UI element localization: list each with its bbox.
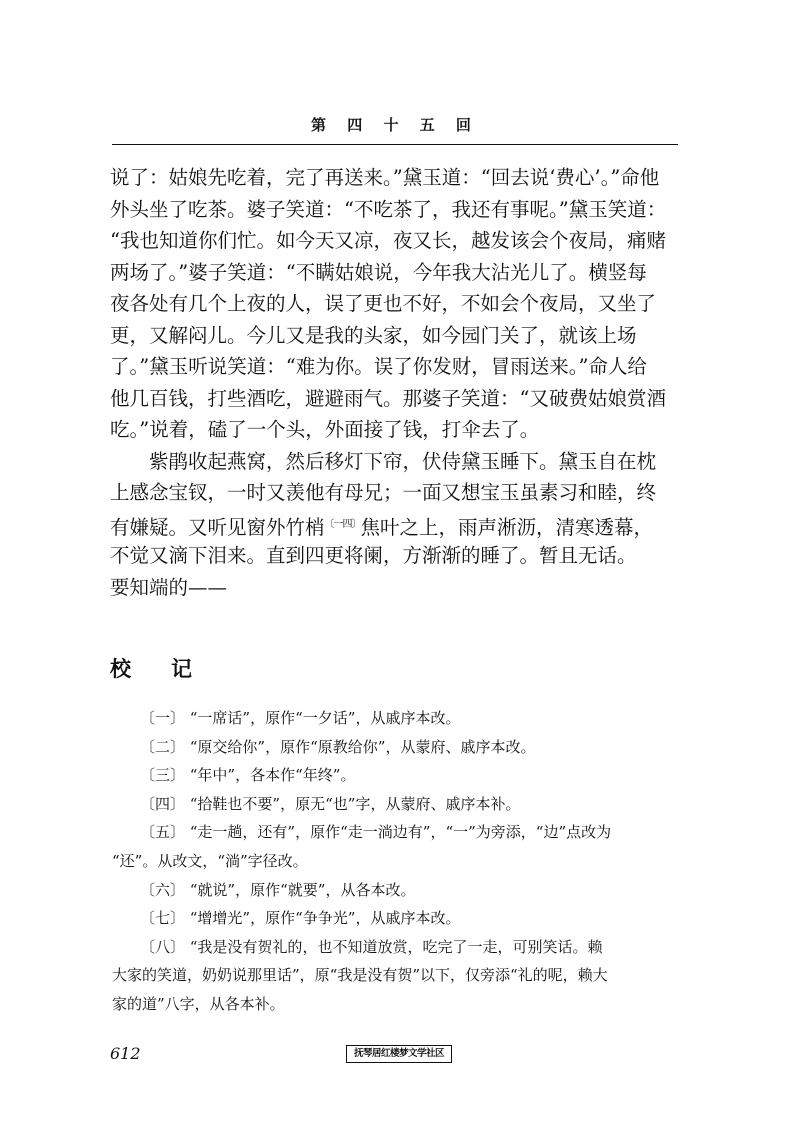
note-line: 〔六〕 “就说”，原作“就要”，从各本改。 xyxy=(140,880,416,899)
body-line: 吃。”说着，磕了一个头，外面接了钱，打伞去了。 xyxy=(110,418,540,441)
page-number: 612 xyxy=(110,1044,141,1063)
body-line: 上感念宝钗，一时又羡他有母兄；一面又想宝玉虽素习和睦，终 xyxy=(110,481,657,504)
body-line: 不觉又滴下泪来。直到四更将阑，方渐渐的睡了。暂且无话。 xyxy=(110,544,637,567)
note-line: 〔一〕 “一席话”，原作“一夕话”，从戚序本改。 xyxy=(140,709,461,727)
note-line: “还”。从改文，“淌”字径改。 xyxy=(112,851,308,870)
note-line: 〔三〕 “年中”，各本作“年终”。 xyxy=(140,766,356,785)
chapter-header: 第 四 十 五 回 xyxy=(311,116,479,134)
note-line: 〔五〕 “走一趟，还有”，原作“走一淌边有”，“一”为旁添，“边”点改为 xyxy=(140,823,612,842)
body-line-with-note-ref xyxy=(110,509,682,541)
body-line-text: 有嫌疑。又听见窗外竹梢 xyxy=(110,515,325,539)
note-reference: 〔一四〕 xyxy=(324,518,361,530)
body-text xyxy=(110,162,682,603)
body-line: 更，又解闷儿。今儿又是我的头家，如今园门关了，就该上场 xyxy=(110,323,637,347)
header-rule xyxy=(112,144,678,145)
note-line: 家的道”八字，从各本补。 xyxy=(112,994,285,1013)
body-line: 夜各处有几个上夜的人，误了更也不好，不如会个夜局，又坐了 xyxy=(110,292,657,315)
body-line: 外头坐了吃茶。婆子笑道：“不吃茶了，我还有事呢。”黛玉笑道： xyxy=(110,197,667,221)
section-title xyxy=(110,653,192,683)
body-line: 说了：姑娘先吃着，完了再送来。”黛玉道：“回去说‘费心’。”命他 xyxy=(110,166,660,189)
body-line: 两场了。”婆子笑道：“不瞒姑娘说，今年我大沾光儿了。横竖每 xyxy=(110,260,647,284)
note-line: 〔四〕 “拾鞋也不要”，原无“也”字，从蒙府、戚序本补。 xyxy=(140,794,521,813)
note-line: 大家的笑道，奶奶说那里话”，原“我是没有贺”以下，仅旁添“礼的呢，赖大 xyxy=(112,966,608,985)
note-line: 〔八〕 “我是没有贺礼的，也不知道放赏，吃完了一走，可别笑话。赖 xyxy=(140,937,603,956)
note-line: 〔七〕 “增增光”，原作“争争光”，从戚序本改。 xyxy=(140,909,461,928)
collation-notes xyxy=(112,704,682,1019)
body-line-text: 焦叶之上，雨声淅沥，清寒透幕， xyxy=(360,515,654,539)
body-line: 紫鹃收起燕窝，然后移灯下帘，伏侍黛玉睡下。黛玉自在枕 xyxy=(110,449,657,473)
body-line: “我也知道你们忙。如今天又凉，夜又长，越发该会个夜局，痛赌 xyxy=(110,229,666,252)
body-line: 要知端的—— xyxy=(110,575,228,599)
body-line: 他几百钱，打些酒吃，避避雨气。那婆子笑道：“又破费姑娘赏酒 xyxy=(110,386,666,410)
section-title-char: 记 xyxy=(171,656,192,681)
section-title-char: 校 xyxy=(110,656,131,681)
body-line: 了。”黛玉听说笑道：“难为你。误了你发财，冒雨送来。”命人给 xyxy=(110,355,647,378)
note-line: 〔二〕 “原交给你”，原作“原教给你”，从蒙府、戚序本改。 xyxy=(140,737,536,756)
watermark-stamp: 抚琴居红楼梦文学社区 xyxy=(346,1045,452,1063)
